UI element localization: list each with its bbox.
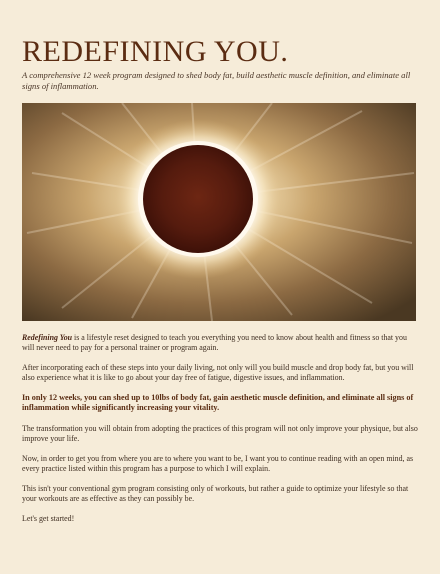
guide-paragraph: This isn't your conventional gym program consisting only of workouts, but rather a guide to optimize your lifestyle so that your workouts are as effective as they can possibly be.: [22, 483, 409, 504]
intro-text: is a lifestyle reset designed to teach you everything you need to know about health and fitness so that you will never need to pay for a personal trainer or program again.: [22, 333, 407, 353]
document-subtitle: A comprehensive 12 week program designed to shed body fat, build aesthetic muscle definition, and eliminate all signs of inflammation.: [22, 70, 411, 91]
closing-line: Let's get started!: [22, 514, 75, 524]
benefits-paragraph: After incorporating each of these steps into your daily living, not only will you build muscle and drop body fat, but you will also experience what it is like to go about your day free of fatigue, digestive issues, and inflammation.: [22, 363, 414, 383]
eclipse-core: [143, 145, 253, 253]
program-name: Redefining You: [22, 333, 73, 342]
highlight-paragraph: In only 12 weeks, you can shed up to 10lbs of body fat, gain aesthetic muscle definition, and eliminate all signs of inflammation while significantly increasing your vitality.: [22, 393, 414, 413]
eclipse-hero-image: [22, 103, 416, 321]
document-title: REDEFINING YOU.: [22, 35, 289, 68]
transformation-paragraph: The transformation you will obtain from adopting the practices of this program will not only improve your physique, but also improve your life.: [22, 423, 418, 443]
eclipse-illustration: [22, 103, 416, 321]
open-mind-paragraph: Now, in order to get you from where you are to where you want to be, I want you to continue reading with an open mind, as every practice listed within this program has a purpose to which I will explain.: [22, 453, 414, 473]
document-body: [22, 333, 418, 534]
intro-paragraph: [22, 333, 418, 353]
